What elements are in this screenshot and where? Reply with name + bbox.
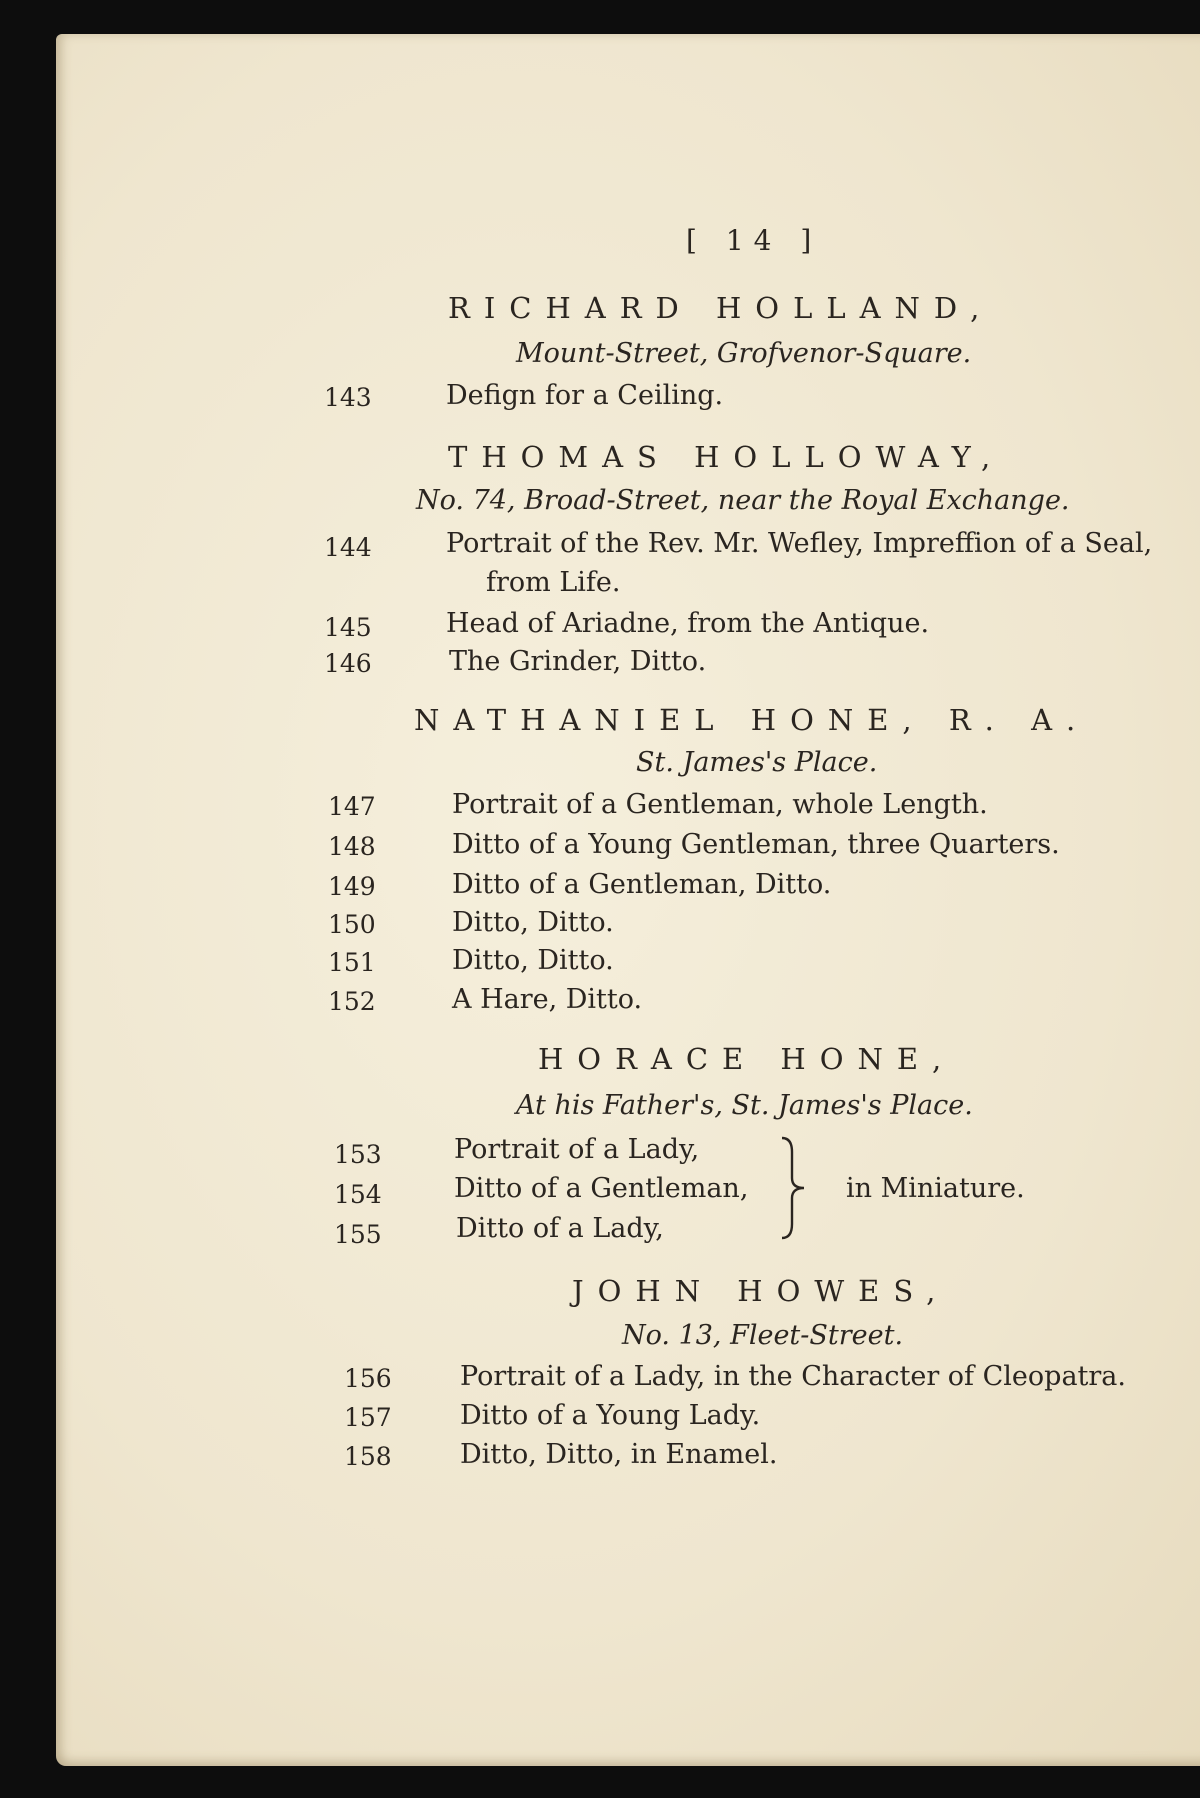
entry-number: 153	[334, 1140, 382, 1169]
artist-address: No. 13, Fleet-Street.	[622, 1320, 904, 1351]
entry-number: 143	[324, 383, 372, 412]
entry-number: 151	[328, 948, 376, 977]
entry-number: 149	[328, 872, 376, 901]
entry-title: Ditto of a Gentleman,	[454, 1173, 749, 1204]
entry-number: 157	[344, 1403, 392, 1432]
entry-number: 145	[324, 613, 372, 642]
artist-name: JOHN HOWES,	[572, 1274, 950, 1308]
entry-number: 144	[324, 533, 372, 562]
artist-address: No. 74, Broad-Street, near the Royal Exchange.	[416, 485, 1070, 516]
entry-title: A Hare, Ditto.	[452, 984, 643, 1015]
artist-name: THOMAS HOLLOWAY,	[448, 440, 1005, 474]
entry-title: Ditto, Ditto.	[452, 907, 614, 938]
curly-brace-icon	[778, 1134, 808, 1242]
entry-title: Ditto of a Young Lady.	[460, 1400, 761, 1431]
entry-title: Portrait of a Lady, in the Character of Cleopatra.	[460, 1361, 1126, 1392]
entry-title: Ditto of a Young Gentleman, three Quarters.	[452, 829, 1060, 860]
entry-number: 156	[344, 1364, 392, 1393]
entry-number: 158	[344, 1442, 392, 1471]
entry-title: The Grinder, Ditto.	[449, 646, 707, 677]
entry-title-continued: from Life.	[486, 567, 621, 598]
book-page	[56, 34, 1200, 1766]
entry-number: 147	[328, 792, 376, 821]
entry-title: Portrait of a Gentleman, whole Length.	[452, 789, 988, 820]
artist-address: Mount-Street, Grofvenor-Square.	[516, 338, 972, 369]
entry-number: 148	[328, 832, 376, 861]
entry-title: Portrait of a Lady,	[454, 1134, 700, 1165]
entry-title: Ditto, Ditto, in Enamel.	[460, 1439, 778, 1470]
entry-number: 146	[324, 649, 372, 678]
artist-name: HORACE HONE,	[538, 1042, 956, 1076]
artist-name: RICHARD HOLLAND,	[448, 291, 994, 325]
entry-title: Ditto, Ditto.	[452, 945, 614, 976]
entry-number: 154	[334, 1180, 382, 1209]
entry-title: Ditto of a Gentleman, Ditto.	[452, 869, 832, 900]
entry-title: Portrait of the Rev. Mr. Wefley, Impreffion of a Seal,	[446, 528, 1153, 559]
entry-number: 155	[334, 1220, 382, 1249]
artist-address: At his Father's, St. James's Place.	[516, 1090, 973, 1121]
entry-title: Ditto of a Lady,	[456, 1213, 664, 1244]
group-note: in Miniature.	[846, 1173, 1025, 1204]
entry-number: 150	[328, 910, 376, 939]
artist-name: NATHANIEL HONE, R. A.	[414, 703, 1090, 737]
entry-number: 152	[328, 987, 376, 1016]
entry-title: Head of Ariadne, from the Antique.	[446, 608, 930, 639]
entry-title: Defign for a Ceiling.	[446, 380, 724, 411]
artist-address: St. James's Place.	[636, 747, 878, 778]
page-number: [ 14 ]	[686, 224, 822, 257]
